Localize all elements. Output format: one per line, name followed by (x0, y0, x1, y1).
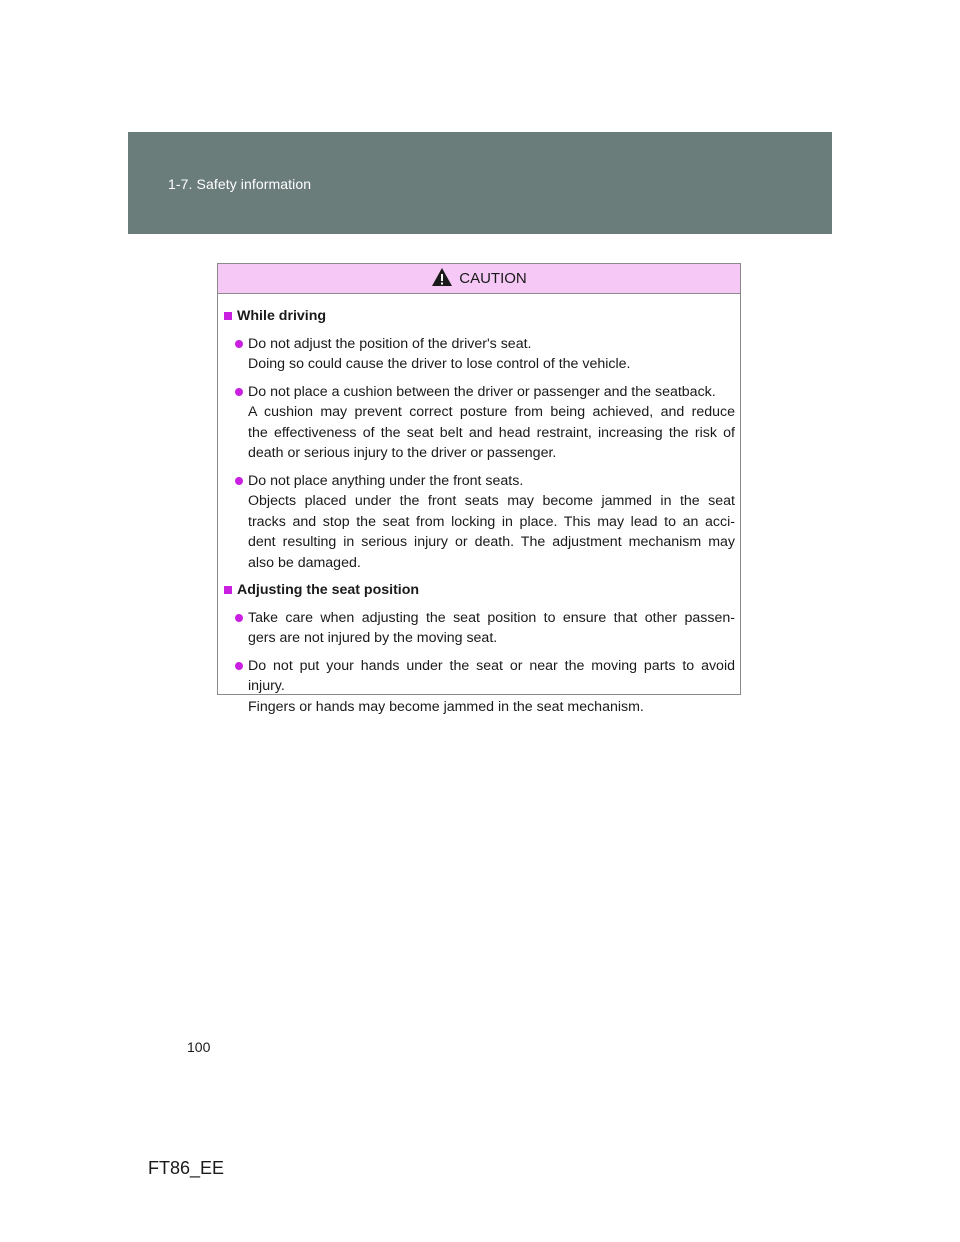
caution-item: Do not place a cushion between the driver or passenger and the seatback. A cushion may prevent correct posture from being achieved, and reduce the effectiveness of the seat belt and head restraint, increasing the risk of death or serious injury to the driver or passenger. (224, 382, 735, 464)
dot-bullet-icon (235, 388, 243, 396)
caution-body (218, 294, 740, 717)
caution-item: Do not place anything under the front seats. Objects placed under the front seats may become jammed in the seat tracks and stop the seat from locking in place. This may lead to an acci- dent resulting in serious injury or death. The adjustment mechanism may also be damaged. (224, 471, 735, 574)
caution-title: CAUTION (459, 270, 527, 287)
caution-heading-while-driving: While driving (224, 306, 735, 327)
caution-heading-adjusting-seat: Adjusting the seat position (224, 580, 735, 601)
caution-header (218, 264, 740, 294)
square-bullet-icon (224, 312, 232, 320)
dot-bullet-icon (235, 662, 243, 670)
caution-item: Do not adjust the position of the driver's seat. Doing so could cause the driver to lose control of the vehicle. (224, 334, 735, 375)
section-header-band (128, 132, 832, 234)
caution-box (217, 263, 741, 715)
dot-bullet-icon (235, 340, 243, 348)
page-number: 100 (187, 1039, 211, 1055)
warning-triangle-icon (431, 267, 453, 287)
caution-item: Take care when adjusting the seat position to ensure that other passen- gers are not injured by the moving seat. (224, 608, 735, 649)
section-title: 1-7. Safety information (168, 176, 312, 192)
dot-bullet-icon (235, 614, 243, 622)
square-bullet-icon (224, 586, 232, 594)
caution-item: Do not put your hands under the seat or near the moving parts to avoid injury. Fingers or hands may become jammed in the seat mechanism. (224, 656, 735, 718)
document-code: FT86_EE (148, 1158, 225, 1178)
dot-bullet-icon (235, 477, 243, 485)
